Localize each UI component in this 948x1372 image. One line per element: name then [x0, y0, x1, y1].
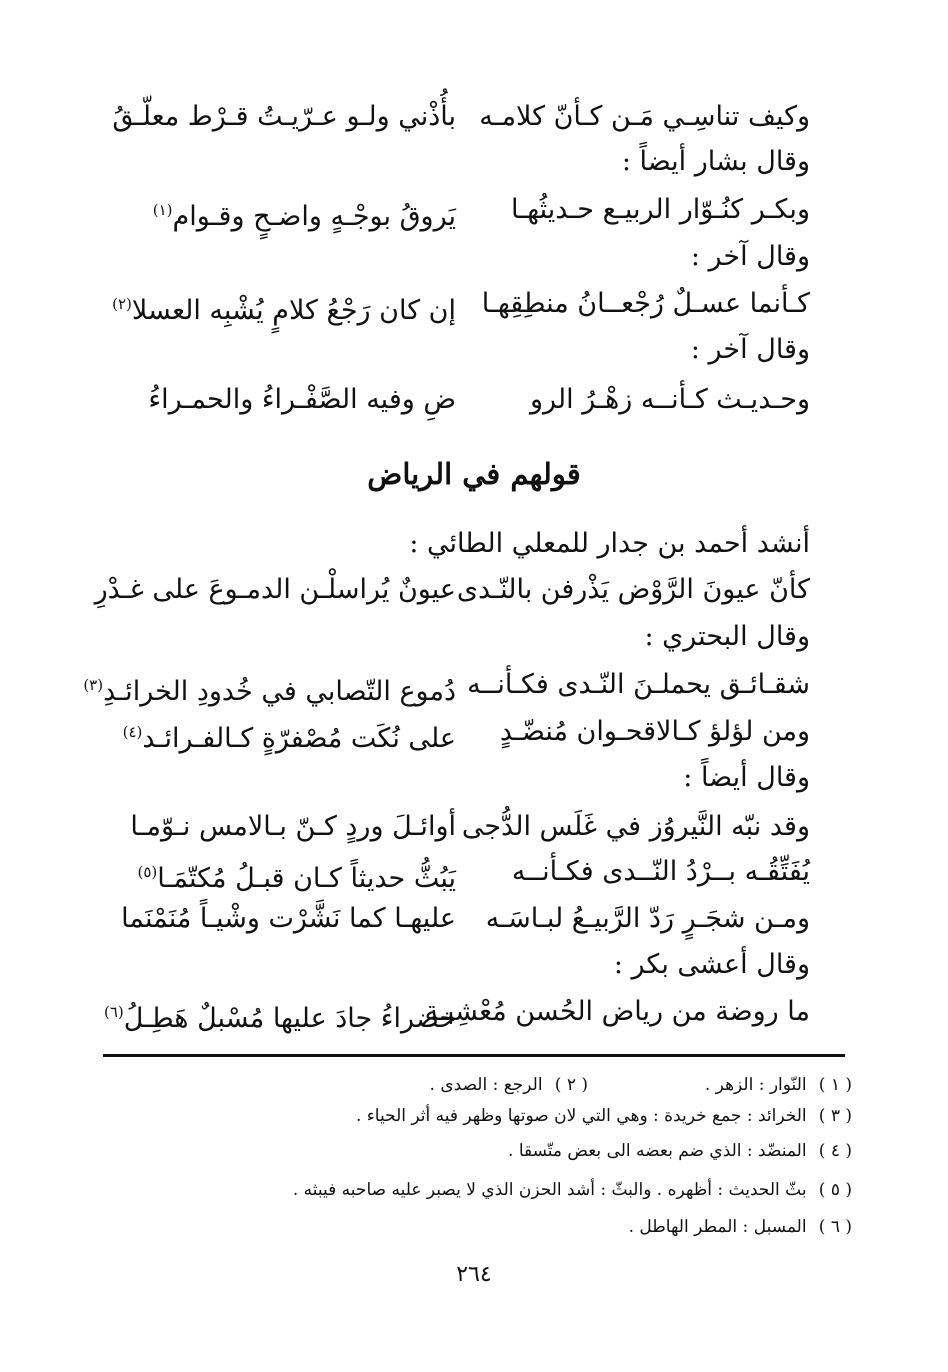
footnote — [356, 1103, 852, 1129]
footnote-marker: (٥) — [137, 863, 158, 881]
footnote-marker: (٢) — [112, 295, 132, 313]
page-number: ٢٦٤ — [456, 1262, 492, 1287]
footnote-text: المنضّد : الذي ضم بعضه الى بعض متّسقا . — [508, 1141, 807, 1161]
verse-hemistich-left: بأُذْني ولـو عـرّيـتُ قـرْط معلّـقُ — [112, 101, 456, 132]
verse-hemistich-left: يَروقُ بوجْـهٍ واضـحٍ وقـوام$^{(١)}$ — [152, 201, 456, 232]
verse-intro: وقال آخر : — [690, 334, 810, 365]
verse-hemistich-right: ما روضة من رياض الحُسن مُعْشِبـة — [424, 996, 810, 1027]
footnote-number: ( ٤ ) — [818, 1141, 852, 1161]
verse-hemistich-left: أوائـلَ وردٍ كـنّ بـالامس نـوّمـا — [130, 811, 456, 842]
footnote-marker: (٤) — [122, 723, 143, 741]
footnote — [705, 1072, 852, 1098]
footnote-number: ( ٦ ) — [818, 1217, 852, 1237]
verse-intro: وقال آخر : — [690, 241, 810, 272]
verse-hemistich-right: كـأنما عسـلٌ رُجْعــانُ منطِقِهـا — [481, 288, 810, 319]
verse-hemistich-right: ومن لؤلؤ كـالاقحـوان مُنضّـدٍ — [499, 716, 810, 747]
verse-hemistich-right: ومـن شجَـرٍ رَدّ الرَّبيـعُ لبـاسَـه — [485, 903, 810, 934]
footnote-text: المسبل : المطر الهاطل . — [628, 1217, 807, 1237]
verse-hemistich-left: دُموع التّصابي في خُدودِ الخرائـدِ$^{(٣)}$ — [83, 676, 456, 707]
footnote — [629, 1214, 852, 1240]
verse-intro: وقال بشار أيضاً : — [621, 146, 810, 177]
verse-hemistich-left: على نُكَت مُصْفرّةٍ كـالفـرائـد$^{(٤)}$ — [122, 723, 456, 754]
verse-hemistich-left: خضراءُ جادَ عليها مُسْبلٌ هَطِـلُ$^{(٦)}$ — [103, 1003, 456, 1034]
verse-hemistich-right: وحـديـث كـأنــه زهْـرُ الرو — [529, 384, 810, 415]
verse-hemistich-left: إن كان رَجْعُ كلامٍ يُشْبِه العسلا$^{(٢)}$ — [112, 295, 456, 326]
footnote-number: ( ١ ) — [818, 1075, 852, 1095]
footnote — [430, 1072, 588, 1098]
verse-intro: أنشد أحمد بن جدار للمعلي الطائي : — [409, 528, 810, 559]
verse-hemistich-right: يُفَتِّقُـه بــرْدُ النّــدى فكـأنــه — [511, 856, 810, 887]
footnote-text: النّوار : الزهر . — [704, 1075, 807, 1095]
verse-hemistich-right: شقـائـق يحملـنَ النّـدى فكـأنــه — [467, 669, 810, 700]
verse-hemistich-left: ضِ وفيه الصَّفْـراءُ والحمـراءُ — [148, 384, 456, 415]
footnote — [508, 1138, 852, 1164]
footnote-divider — [103, 1054, 845, 1057]
footnote — [293, 1177, 852, 1203]
footnote-number: ( ٣ ) — [818, 1106, 852, 1126]
footnote-text: بثّ الحديث : أظهره . والبثّ : أشد الحزن الذي لا يصبر عليه صاحبه فيبثه . — [292, 1180, 807, 1200]
footnote-marker: (٦) — [103, 1003, 124, 1021]
verse-intro: وقال أعشى بكر : — [613, 949, 810, 980]
verse-hemistich-left: عيونٌ يُراسلْـن الدمـوعَ على غـدْرِ — [94, 574, 456, 605]
footnote-marker: (٣) — [83, 676, 104, 694]
footnote-number: ( ٢ ) — [554, 1075, 588, 1095]
verse-intro: وقال أيضاً : — [683, 762, 810, 793]
footnote-marker: (١) — [152, 201, 173, 219]
verse-hemistich-right: وكيف تناسِـي مَـن كـأنّ كلامـه — [479, 101, 810, 132]
verse-hemistich-left: عليهـا كما نَشَّرْت وشْيـاً مُنَمْنَما — [121, 903, 456, 934]
footnote-text: الخرائد : جمع خريدة : وهي التي لان صوتها وظهر فيه أثر الحياء . — [355, 1106, 807, 1126]
verse-hemistich-right: وقد نبّه النَّيروُز في غَلَس الدُّجى — [461, 811, 810, 842]
verse-intro: وقال البحتري : — [644, 621, 810, 652]
verse-hemistich-right: كأنّ عيونَ الرَّوْض يَذْرفن بالنّـدى — [456, 574, 810, 605]
section-heading: قولهم في الرياض — [367, 457, 581, 491]
footnote-number: ( ٥ ) — [818, 1180, 852, 1200]
verse-hemistich-right: وبكـر كنُـوّار الربيـع حـديثُهـا — [510, 194, 810, 225]
footnote-text: الرجع : الصدى . — [429, 1075, 543, 1095]
verse-hemistich-left: يَبُثُّ حديثاً كـان قبـلُ مُكتّمَـا$^{(٥)}$ — [137, 863, 456, 894]
